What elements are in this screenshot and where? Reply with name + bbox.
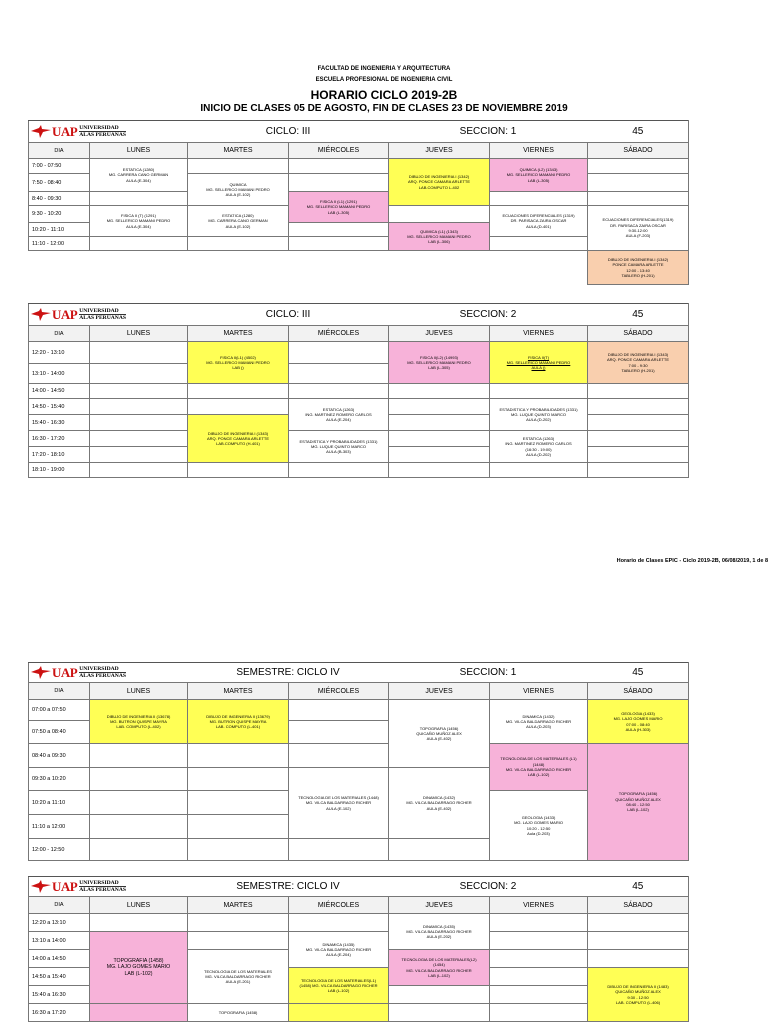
time-slot: 17:20 - 18:10 (29, 447, 90, 463)
seccion-label: SECCION: 2 (389, 877, 588, 897)
school-name: ESCUELA PROFESIONAL DE INGENIERIA CIVIL (315, 77, 453, 83)
faculty-name: FACULTAD DE INGENIERIA Y ARQUITECTURA (317, 66, 451, 72)
col-header-miercoles: MIÉRCOLES (289, 897, 389, 914)
time-slot: 12:20 - 13:10 (29, 342, 90, 364)
class-block: TECNOLOGIA DE LOS MATERIALES (1448) MG. VILCA BALDARRAGO RICHER AULA (E-102) (289, 768, 389, 839)
logo-text (79, 308, 126, 321)
time-slot: 10:20 - 11:10 (29, 223, 90, 237)
class-block: FISICA II (L1) (1291) MG. SELLERICO MAMANI PEDRO LAB (L-305) (289, 192, 389, 223)
logo-text (79, 880, 126, 893)
class-block: DIBUJO DE INGENIERIA II (1483) QUICAÑO MUÑOZ ALEX 9:30 - 12:50 LAB. COMPUTO (L-406) (588, 968, 689, 1022)
col-header-viernes: VIERNES (490, 683, 588, 700)
col-header-sabado: SÁBADO (588, 897, 689, 914)
ciclo-label: CICLO: III (188, 121, 389, 143)
class-block: TOPOGRAFIA (1458) MG. LAJO GOMES MARIO LAB (L-102) (90, 932, 188, 1004)
student-count: 45 (588, 304, 689, 326)
seccion-label: SECCION: 1 (389, 121, 588, 143)
page-footer (0, 558, 768, 564)
class-block: ESTADISTICA Y PROBABILIDADES (1331) MG. LUQUE QUINTO MARCO AULA (B-303) (289, 431, 389, 463)
logo-cell (29, 877, 188, 897)
logo-mark: UAP (52, 306, 78, 322)
time-slot: 07:00 a 07:50 (29, 700, 90, 721)
class-block: QUIMICA (L1) (1343) MG. SELLERICO MAMANI PEDRO LAB (L-306) (389, 223, 490, 251)
class-block-continuation (289, 1004, 389, 1022)
logo-line-1: UNIVERSIDAD (79, 308, 119, 314)
col-header-viernes: VIERNES (490, 897, 588, 914)
class-block: GEOLOGIA (1433) MG. LAJO GOMES MARIO 07:00 - 08:40 AULA (H-303) (588, 700, 689, 744)
class-block: DINAMICA (1432) MG. VILCA BALDARRAGO RICHER AULA (E-402) (389, 768, 490, 839)
class-block: DINAMICA (1435) MG. VILCA BALDARRAGO RICHER AULA (E-204) (289, 932, 389, 968)
col-header-viernes: VIERNES (490, 326, 588, 342)
time-slot: 12:00 - 12:50 (29, 839, 90, 861)
col-header-martes: MARTES (188, 143, 289, 159)
uap-logo (30, 665, 187, 681)
logo-text (79, 666, 126, 679)
logo-line-2: ALAS PERUANAS (79, 673, 126, 679)
time-slot: 13:10 - 14:00 (29, 364, 90, 384)
ciclo-label: CICLO: III (188, 304, 389, 326)
logo-cell (29, 304, 188, 326)
logo-line-2: ALAS PERUANAS (79, 132, 126, 138)
class-block-continuation (90, 1004, 188, 1022)
ciclo-label: SEMESTRE: CICLO IV (188, 877, 389, 897)
student-count: 45 (588, 877, 689, 897)
schedule-table-ciclo-iv-seccion-1 (28, 662, 689, 861)
ciclo-label: SEMESTRE: CICLO IV (188, 663, 389, 683)
col-header-dia: DIA (29, 683, 90, 700)
page-subtitle: INICIO DE CLASES 05 DE AGOSTO, FIN DE CLASES 23 DE NOVIEMBRE 2019 (200, 103, 568, 114)
class-block: ECUACIONES DIFERENCIALES (1319) DR. PARISACA ZAIRA OSCAR AULA (D-401) (490, 206, 588, 237)
class-block: DIBUJO DE INGENIERIA I (1343) ARQ. PONCE CAMARA ARLETTE 7:00 - 9:30 TABLERO (H-201) (588, 342, 689, 384)
class-block: TECNOLOGIA DE LOS MATERIALES(L1) (1458) MG. VILCA BALDARRAGO RICHER LAB (L-102) (289, 968, 389, 1004)
col-header-jueves: JUEVES (389, 897, 490, 914)
condor-icon (31, 666, 51, 679)
class-block: DIBUJO DE INGENIERIA I (1342) ARQ. PONCE CAMARA ARLETTE LAB.COMPUTO L-402 (389, 159, 490, 206)
class-block: DIBUJO DE INGENIERIA II (13678) MG. BUTRON QUISPE MAYRA LAB. COMPUTO (L-402) (90, 700, 188, 744)
class-block: QUIMICA MG. SELLERICO MAMANI PEDRO AULA (E-102) (188, 174, 289, 206)
col-header-viernes: VIERNES (490, 143, 588, 159)
time-slot: 18:10 - 19:00 (29, 463, 90, 478)
time-slot: 14:50 - 15:40 (29, 399, 90, 415)
class-block: TOPOGRAFIA (1456) QUICAÑO MUÑOZ ALEX AULA (E-402) (389, 700, 490, 768)
schedule-table-ciclo-iii-seccion-1 (28, 120, 689, 285)
class-block: DIBUJO DE INGENIERIA II (13679) MG. BUTRON QUISPE MAYRA LAB. COMPUTO (L-401) (188, 700, 289, 744)
col-header-lunes: LUNES (90, 683, 188, 700)
logo-text (79, 125, 126, 138)
time-slot: 13:10 a 14:00 (29, 932, 90, 950)
time-slot: 15:40 a 16:30 (29, 986, 90, 1004)
class-block: ECUACIONES DIFERENCIALES(1319) DR. PARISACA ZAIRA OSCAR 9:30-12:00 AULA (F-203) (588, 206, 689, 251)
uap-logo (30, 124, 187, 140)
class-block: FISICA II(L1) (4502) MG. SELLERICO MAMANI PEDRO LAB () (188, 342, 289, 384)
logo-mark: UAP (52, 123, 78, 139)
schedule-table-ciclo-iii-seccion-2 (28, 303, 689, 478)
time-slot: 14:50 a 15:40 (29, 968, 90, 986)
class-block: ESTATICA (1280) MG. CARRERA CANO GERMAN AULA (E-102) (188, 206, 289, 237)
col-header-martes: MARTES (188, 897, 289, 914)
col-header-sabado: SÁBADO (588, 143, 689, 159)
time-slot: 07:50 a 08:40 (29, 721, 90, 744)
col-header-martes: MARTES (188, 326, 289, 342)
col-header-martes: MARTES (188, 683, 289, 700)
class-block: FISICA II(T) MG. SELLERICO MAMANI PEDRO AULA () (490, 342, 588, 384)
seccion-label: SECCION: 2 (389, 304, 588, 326)
logo-mark: UAP (52, 878, 78, 894)
condor-icon (31, 125, 51, 138)
time-slot: 11:10 - 12:00 (29, 237, 90, 251)
class-block: GEOLOGIA (1433) MG. LAJO GOMES MARIO 10:20 - 12:50 Aula (D-203) (490, 791, 588, 861)
time-slot: 12:20 a 13:10 (29, 914, 90, 932)
time-slot: 7:00 - 07:50 (29, 159, 90, 174)
class-block: FISICA II(L2) (14993) MG. SELLERICO MAMANI PEDRO LAB (L-305) (389, 342, 490, 384)
time-slot: 11:10 a 12:00 (29, 815, 90, 839)
schedule-table-ciclo-iv-seccion-2 (28, 876, 689, 1022)
time-slot: 7:50 - 08:40 (29, 174, 90, 192)
time-slot: 14:00 a 14:50 (29, 950, 90, 968)
condor-icon (31, 880, 51, 893)
col-header-dia: DIA (29, 143, 90, 159)
logo-cell (29, 121, 188, 143)
class-block: ESTADISTICA Y PROBABILIDADES (1331) MG. LUQUE QUINTO MARCO AULA (D-202) (490, 399, 588, 431)
col-header-sabado: SÁBADO (588, 683, 689, 700)
time-slot: 8:40 - 09:30 (29, 192, 90, 206)
time-slot: 15:40 - 16:30 (29, 415, 90, 431)
page-title: HORARIO CICLO 2019-2B (310, 88, 458, 102)
time-slot: 09:30 a 10:20 (29, 768, 90, 791)
time-slot: 16:30 - 17:20 (29, 431, 90, 447)
col-header-miercoles: MIÉRCOLES (289, 683, 389, 700)
footer-text: Horario de Clases EPIC - Ciclo 2019-2B, 06/08/2019, 1 de 8 (616, 558, 768, 564)
class-block: DINAMICA (1435) MG. VILCA BALDARRAGO RICHER AULA (E-202) (389, 914, 490, 950)
uap-logo (30, 879, 187, 895)
col-header-dia: DIA (29, 897, 90, 914)
logo-line-1: UNIVERSIDAD (79, 666, 119, 672)
class-block: TECNOLOGIA DE LOS MATERIALES(L2) (1454) MG. VILCA BALDARRAGO RICHER LAB (L-102) (389, 950, 490, 986)
col-header-lunes: LUNES (90, 897, 188, 914)
class-block: DIBUJO DE INGENIERIA I (1342) PONCE CAMARA ARLETTE 12:00 - 13:40 TABLERO (H-201) (588, 251, 689, 285)
class-block: QUIMICA (L2) (1343) MG. SELLERICO MAMANI PEDRO LAB (L-305) (490, 159, 588, 192)
time-slot: 14:00 - 14:50 (29, 384, 90, 399)
seccion-label: SECCION: 1 (389, 663, 588, 683)
logo-line-2: ALAS PERUANAS (79, 887, 126, 893)
time-slot: 16:30 a 17:20 (29, 1004, 90, 1022)
uap-logo (30, 307, 187, 323)
class-block: DIBUJO DE INGENIERIA I (1343) ARQ. PONCE CAMARA ARLETTE LAB.COMPUTO (H-401) (188, 415, 289, 463)
time-slot: 08:40 a 09:30 (29, 744, 90, 768)
logo-cell (29, 663, 188, 683)
student-count: 45 (588, 121, 689, 143)
col-header-sabado: SÁBADO (588, 326, 689, 342)
col-header-jueves: JUEVES (389, 326, 490, 342)
condor-icon (31, 308, 51, 321)
col-header-jueves: JUEVES (389, 143, 490, 159)
col-header-miercoles: MIÉRCOLES (289, 143, 389, 159)
class-block: TOPOGRAFIA (1456) QUICAÑO MUÑOZ ALEX 08:40 - 12:50 LAB (L-102) (588, 744, 689, 861)
logo-line-1: UNIVERSIDAD (79, 880, 119, 886)
col-header-lunes: LUNES (90, 326, 188, 342)
col-header-dia: DIA (29, 326, 90, 342)
class-block: ESTATICA (1280) MG. CARRERA CANO GERMAN AULA (E-304) (90, 159, 188, 192)
class-block: ESTATICA (1263) ING. MARTINEZ ROMERO CARLOS (16:30 - 19:00) AULA (D-202) (490, 431, 588, 463)
class-block: ESTATICA (1263) ING. MARTINEZ ROMERO CARLOS AULA (E-204) (289, 399, 389, 431)
time-slot: 10:20 a 11:10 (29, 791, 90, 815)
logo-line-2: ALAS PERUANAS (79, 315, 126, 321)
logo-line-1: UNIVERSIDAD (79, 125, 119, 131)
time-slot: 9:30 - 10:20 (29, 206, 90, 223)
class-block: FISICA II (T) (1291) MG. SELLERICO MAMANI PEDRO AULA (E-304) (90, 206, 188, 237)
class-block: DINAMICA (1432) MG. VILCA BALDARRAGO RICHER AULA (D-203) (490, 700, 588, 744)
class-block: TECNOLOGIA DE LOS MATERIALES MG. VILCA BALDARRAGO RICHER AULA (E-201) (188, 950, 289, 1004)
col-header-miercoles: MIÉRCOLES (289, 326, 389, 342)
logo-mark: UAP (52, 664, 78, 680)
class-block: TOPOGRAFIA (1458) (188, 1004, 289, 1022)
col-header-jueves: JUEVES (389, 683, 490, 700)
class-block: TECNOLOGIA DE LOS MATERIALES (L1) (1448) MG. VILCA BALDARRAGO RICHER LAB (L-102) (490, 744, 588, 791)
col-header-lunes: LUNES (90, 143, 188, 159)
student-count: 45 (588, 663, 689, 683)
